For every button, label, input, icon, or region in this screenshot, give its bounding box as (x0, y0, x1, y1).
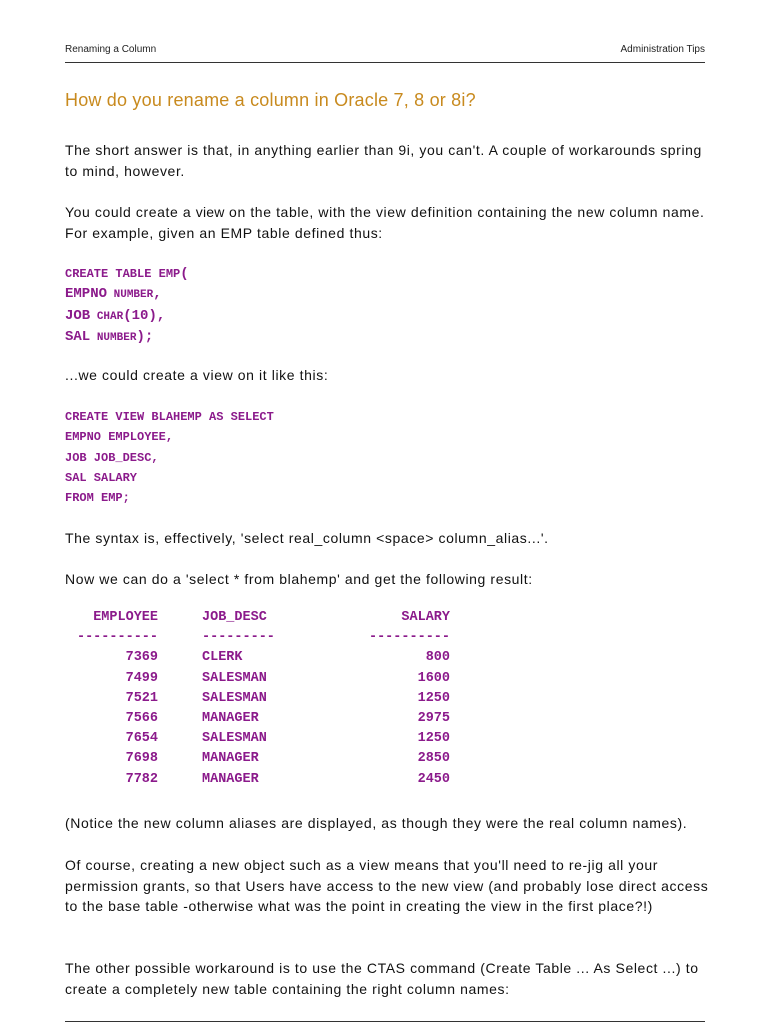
code-column: SAL (65, 328, 91, 345)
code-punct: , (153, 286, 162, 303)
separator-salary: ---------- (368, 630, 450, 646)
header-category: Administration Tips (620, 44, 705, 55)
cell-job-desc: MANAGER (202, 710, 259, 726)
separator-employee: ---------- (76, 630, 158, 646)
cell-employee: 7521 (125, 690, 158, 706)
cell-salary: 2975 (417, 710, 450, 726)
code-line (65, 306, 189, 327)
paragraph-text: You could create a (65, 204, 196, 220)
cell-employee: 7499 (125, 670, 158, 686)
cell-job-desc: SALESMAN (202, 690, 267, 706)
paragraph-view-intro (65, 202, 715, 243)
code-line: FROM EMP; (65, 491, 130, 506)
code-line (65, 264, 189, 284)
code-keyword: CREATE TABLE EMP (65, 267, 181, 281)
view-keyword: view (195, 204, 225, 220)
create-view-code (65, 407, 274, 508)
header-job-desc: JOB_DESC (202, 610, 267, 625)
cell-employee: 7698 (125, 751, 158, 767)
code-column: JOB (65, 307, 91, 324)
paragraph-short-answer: The short answer is that, in anything earlier than 9i, you can't. A couple of workarounds spring to mind, however. (65, 142, 702, 179)
page-header (65, 44, 705, 62)
create-table-code (65, 264, 189, 348)
code-line (65, 284, 189, 305)
cell-salary: 2850 (417, 751, 450, 767)
footer-divider (65, 1021, 705, 1022)
cell-job-desc: SALESMAN (202, 670, 267, 686)
page-title: How do you rename a column in Oracle 7, 8 or 8i? (65, 90, 476, 110)
code-paren: ( (180, 266, 189, 282)
code-line: CREATE VIEW BLAHEMP AS SELECT (65, 410, 274, 424)
cell-employee: 7369 (125, 650, 158, 666)
cell-job-desc: MANAGER (202, 751, 259, 767)
cell-salary: 1250 (417, 690, 450, 706)
paragraph-text: on the table, with the view definition containing the new column name. For example, given an EMP table defined thus: (65, 204, 705, 241)
paragraph-ctas: The other possible workaround is to use the CTAS command (Create Table ... As Select ...) to create a completely new table containing the right column names: (65, 960, 699, 997)
cell-employee: 7782 (125, 771, 158, 787)
code-line: SAL SALARY (65, 470, 138, 485)
paragraph-select-result: Now we can do a 'select * from blahemp' and get the following result: (65, 571, 533, 587)
code-punct: (10), (123, 307, 166, 324)
code-type: CHAR (90, 310, 124, 323)
paragraph-view-lead: ...we could create a view on it like this: (65, 367, 329, 383)
paragraph-permissions: Of course, creating a new object such as a view means that you'll need to re-jig all your permission grants, so that Users have access to the new view (and probably lose direct access to the base table -otherwise what was the point in creating the view in the first place?!) (65, 857, 709, 914)
code-punct: ); (136, 328, 154, 345)
header-salary: SALARY (401, 610, 450, 625)
paragraph-notice: (Notice the new column aliases are displayed, as though they were the real column names). (65, 815, 688, 831)
paragraph-syntax: The syntax is, effectively, 'select real_column <space> column_alias...'. (65, 530, 549, 546)
code-line: EMPNO EMPLOYEE, (65, 430, 174, 445)
code-line: JOB JOB_DESC, (65, 450, 159, 465)
cell-employee: 7654 (125, 731, 158, 747)
cell-employee: 7566 (125, 710, 158, 726)
cell-job-desc: SALESMAN (202, 731, 267, 747)
header-employee: EMPLOYEE (93, 610, 158, 625)
header-divider (65, 62, 705, 63)
code-type: NUMBER (90, 331, 137, 344)
cell-salary: 1250 (417, 731, 450, 747)
cell-salary: 800 (425, 650, 450, 666)
code-line (65, 327, 189, 348)
header-section-title: Renaming a Column (65, 44, 157, 55)
cell-salary: 1600 (417, 670, 450, 686)
cell-salary: 2450 (417, 771, 450, 787)
separator-job-desc: --------- (202, 630, 275, 646)
code-type: NUMBER (107, 289, 154, 302)
cell-job-desc: CLERK (202, 650, 243, 666)
code-column: EMPNO (65, 286, 108, 303)
cell-job-desc: MANAGER (202, 771, 259, 787)
